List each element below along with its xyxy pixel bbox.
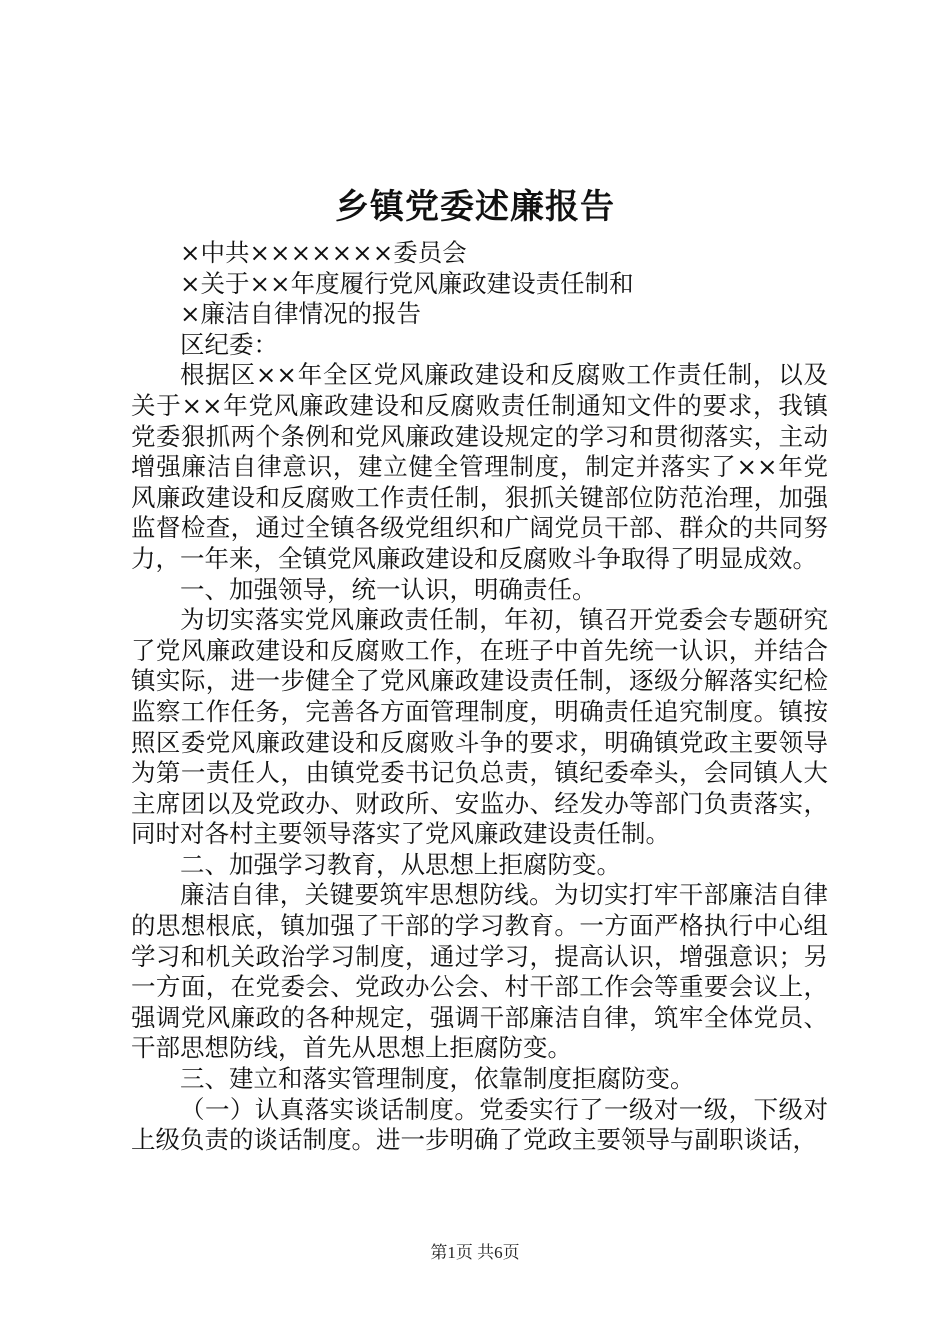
document-title: 乡镇党委述廉报告 — [335, 187, 615, 227]
section-heading-1: 一、加强领导，统一认识，明确责任。 — [180, 574, 597, 604]
section-2-paragraph: 廉洁自律，关键要筑牢思想防线。为切实打牢干部廉洁自律的思想根底，镇加强了干部的学习教育。一方面严格执行中心组学习和机关政治学习制度，通过学习，提高认识，增强意识；另一方面，在党委会、党政办公会、村干部工作会等重要会议上，强调党风廉政的各种规定，强调干部廉洁自律，筑牢全体党员、干部思想防线，首先从思想上拒腐防变。 — [131, 880, 828, 1063]
section-3-subsection-1: （一）认真落实谈话制度。党委实行了一级对一级，下级对上级负责的谈话制度。进一步明确了党政主要领导与副职谈话， — [131, 1094, 828, 1155]
page-number: 第1页 共6页 — [430, 1243, 520, 1262]
salutation: 区纪委： — [180, 329, 278, 359]
section-heading-2: 二、加强学习教育，从思想上拒腐防变。 — [180, 849, 621, 879]
header-line-report-title-1: ×关于××年度履行党风廉政建设责任制和 — [180, 268, 634, 298]
header-line-report-title-2: ×廉洁自律情况的报告 — [180, 299, 422, 329]
intro-paragraph: 根据区××年全区党风廉政建设和反腐败工作责任制，以及关于××年党风廉政建设和反腐败责任制通知文件的要求，我镇党委狠抓两个条例和党风廉政建设规定的学习和贯彻落实，主动增强廉洁自律意识，建立健全管理制度，制定并落实了××年党风廉政建设和反腐败工作责任制，狠抓关键部位防范治理，加强监督检查，通过全镇各级党组织和广阔党员干部、群众的共同努力，一年来，全镇党风廉政建设和反腐败斗争取得了明显成效。 — [131, 360, 828, 573]
header-line-committee: ×中共×××××××委员会 — [180, 238, 467, 267]
document-body — [131, 238, 828, 1156]
section-1-paragraph: 为切实落实党风廉政责任制，年初，镇召开党委会专题研究了党风廉政建设和反腐败工作，在班子中首先统一认识，并结合镇实际，进一步健全了党风廉政建设责任制，逐级分解落实纪检监察工作任务，完善各方面管理制度，明确责任追究制度。镇按照区委党风廉政建设和反腐败斗争的要求，明确镇党政主要领导为第一责任人，由镇党委书记负总责，镇纪委牵头，会同镇人大主席团以及党政办、财政所、安监办、经发办等部门负责落实，同时对各村主要领导落实了党风廉政建设责任制。 — [131, 605, 828, 849]
section-heading-3: 三、建立和落实管理制度，依靠制度拒腐防变。 — [180, 1064, 695, 1094]
